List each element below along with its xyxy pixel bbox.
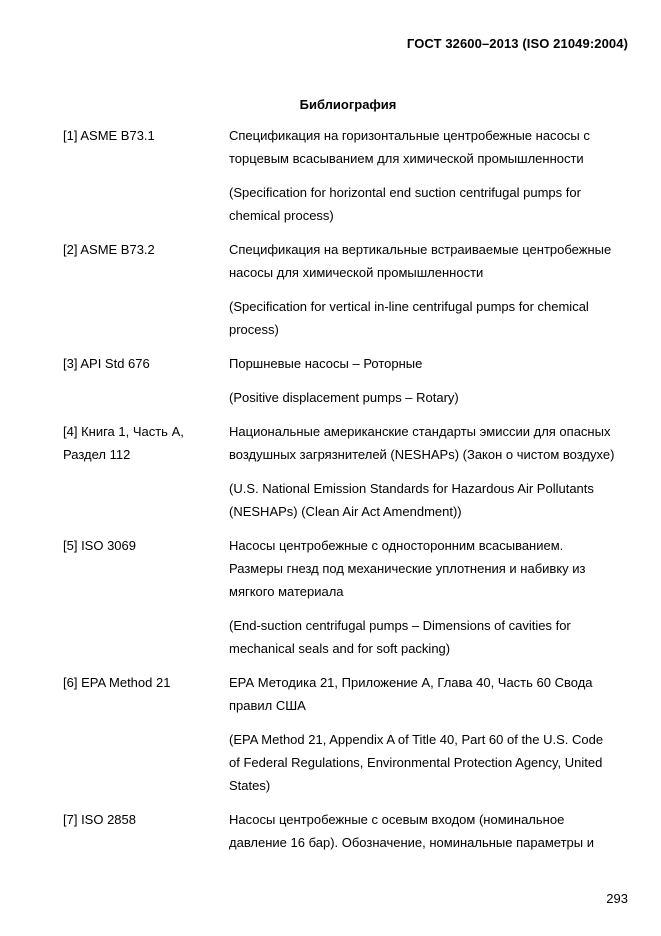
entry-reference xyxy=(63,420,229,523)
text-line: мягкого материала xyxy=(229,584,344,599)
text-line: Национальные американские стандарты эмиссии для опасных xyxy=(229,424,611,439)
title-english xyxy=(229,728,633,797)
title-russian xyxy=(229,534,633,603)
text-line: торцевым всасыванием для химической промышленности xyxy=(229,151,584,166)
title-russian xyxy=(229,420,633,466)
entry-reference xyxy=(63,352,229,409)
reference-line: [7] ISO 2858 xyxy=(63,812,136,827)
text-line: давление 16 бар). Обозначение, номинальные параметры и xyxy=(229,835,594,850)
entry-reference xyxy=(63,124,229,227)
title-english xyxy=(229,295,633,341)
title-russian xyxy=(229,124,633,170)
entry-description xyxy=(229,671,633,797)
reference-line: Раздел 112 xyxy=(63,447,131,462)
text-line: States) xyxy=(229,778,271,793)
text-line: (NESHAPs) (Clean Air Act Amendment)) xyxy=(229,504,462,519)
entry-description xyxy=(229,420,633,523)
text-line: (Positive displacement pumps – Rotary) xyxy=(229,390,459,405)
text-line: (EPA Method 21, Appendix A of Title 40, Part 60 of the U.S. Code xyxy=(229,732,604,747)
reference-line: [3] API Std 676 xyxy=(63,356,150,371)
text-line: of Federal Regulations, Environmental Protection Agency, United xyxy=(229,755,603,770)
title-english xyxy=(229,614,633,660)
entry-reference xyxy=(63,808,229,854)
text-line: Спецификация на вертикальные встраиваемые центробежные xyxy=(229,242,612,257)
entry-description xyxy=(229,808,633,854)
bibliography-list xyxy=(63,124,633,854)
text-line: насосы для химической промышленности xyxy=(229,265,484,280)
text-line: (End-suction centrifugal pumps – Dimensions of cavities for xyxy=(229,618,571,633)
bibliography-entry xyxy=(63,420,633,523)
text-line: (Specification for horizontal end suction centrifugal pumps for xyxy=(229,185,581,200)
text-line: mechanical seals and for soft packing) xyxy=(229,641,451,656)
text-line: (Specification for vertical in-line centrifugal pumps for chemical xyxy=(229,299,589,314)
entry-description xyxy=(229,124,633,227)
text-line: воздушных загрязнителей (NESHAPs) (Закон о чистом воздухе) xyxy=(229,447,615,462)
text-line: Размеры гнезд под механические уплотнения и набивку из xyxy=(229,561,586,576)
title-english xyxy=(229,181,633,227)
text-line: Поршневые насосы – Роторные xyxy=(229,356,423,371)
text-line: ЕРА Методика 21, Приложение А, Глава 40, Часть 60 Свода xyxy=(229,675,593,690)
entry-reference xyxy=(63,238,229,341)
reference-line: [6] EPA Method 21 xyxy=(63,675,171,690)
bibliography-entry xyxy=(63,238,633,341)
text-line: правил США xyxy=(229,698,306,713)
text-line: chemical process) xyxy=(229,208,334,223)
bibliography-entry xyxy=(63,352,633,409)
entry-reference xyxy=(63,671,229,797)
title-russian xyxy=(229,352,633,375)
reference-line: [4] Книга 1, Часть А, xyxy=(63,424,184,439)
text-line: Спецификация на горизонтальные центробежные насосы с xyxy=(229,128,590,143)
entry-description xyxy=(229,352,633,409)
reference-line: [1] ASME B73.1 xyxy=(63,128,155,143)
page-number: 293 xyxy=(606,891,628,906)
entry-description xyxy=(229,534,633,660)
title-russian xyxy=(229,238,633,284)
reference-line: [2] ASME B73.2 xyxy=(63,242,155,257)
entry-reference xyxy=(63,534,229,660)
bibliography-entry xyxy=(63,534,633,660)
text-line: process) xyxy=(229,322,279,337)
page-title: Библиография xyxy=(299,97,397,112)
entry-description xyxy=(229,238,633,341)
bibliography-entry xyxy=(63,808,633,854)
text-line: (U.S. National Emission Standards for Hazardous Air Pollutants xyxy=(229,481,594,496)
reference-line: [5] ISO 3069 xyxy=(63,538,136,553)
document-header: ГОСТ 32600–2013 (ISO 21049:2004) xyxy=(406,36,628,51)
title-russian xyxy=(229,671,633,717)
bibliography-entry xyxy=(63,671,633,797)
text-line: Насосы центробежные с осевым входом (номинальное xyxy=(229,812,565,827)
text-line: Насосы центробежные с односторонним всасыванием. xyxy=(229,538,564,553)
title-english xyxy=(229,386,633,409)
title-russian xyxy=(229,808,633,854)
bibliography-entry xyxy=(63,124,633,227)
title-english xyxy=(229,477,633,523)
